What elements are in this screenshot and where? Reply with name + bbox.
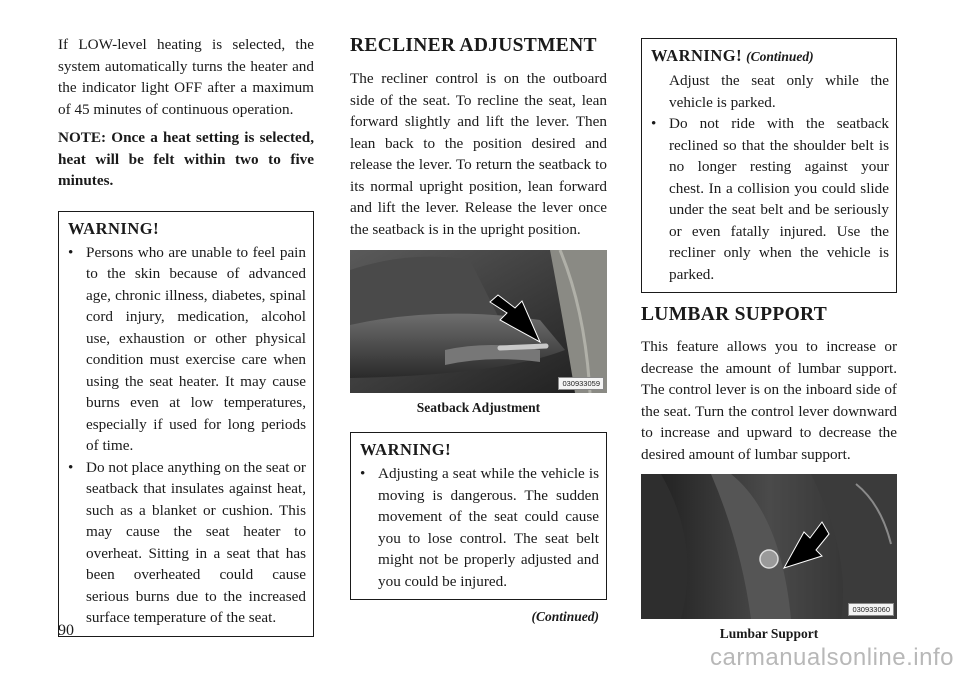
continued-label: (Continued) — [746, 49, 814, 64]
page-number: 90 — [58, 622, 74, 639]
warning-box-continued — [641, 38, 897, 293]
continued-label: (Continued) — [531, 609, 599, 624]
lumbar-caption: Lumbar Support — [719, 626, 819, 641]
warning-box-recliner — [350, 432, 607, 600]
bullet-icon: • — [360, 465, 366, 482]
recliner-heading: RECLINER ADJUSTMENT — [350, 35, 597, 56]
watermark: carmanualsonline.info — [710, 644, 954, 671]
lumbar-paragraph: This feature allows you to increase or decrease the amount of lumbar support. The control lever is on the inboard side of the seat. Turn the control lever downward to increase and upward to decrease the desired amount of lumbar support. — [641, 338, 897, 463]
warning-bullet: • Persons who are unable to feel pain to the skin because of advanced age, chronic illness, diabetes, spinal cord injury, medication, alcohol use, exhaustion or other physical condition must exercise care when using the seat heater. It may cause burns even at low temperatures, especially if used for long periods of time. — [68, 243, 306, 454]
intro-paragraph: If LOW-level heating is selected, the system automatically turns the heater and the indicator light OFF after a maximum of 45 minutes of continuous operation. — [58, 36, 314, 118]
bullet-icon: • — [68, 243, 74, 261]
lumbar-heading: LUMBAR SUPPORT — [641, 304, 828, 325]
note-paragraph: NOTE: Once a heat setting is selected, heat will be felt within two to five minutes. — [58, 129, 314, 189]
warning-bullet: • Adjusting a seat while the vehicle is moving is dangerous. The sudden movement of the seat could cause you to lose control. The seat belt might not be properly adjusted and you could be injured. — [360, 465, 599, 590]
seatback-caption: Seatback Adjustment — [416, 400, 541, 415]
warning-bullet: • Do not place anything on the seat or seatback that insulates against heat, such as a blanket or cushion. This may cause the seat heater to overheat. Sitting in a seat that has been overheated could cause serious burns due to the increased surface temperature of the seat. — [68, 458, 306, 626]
lumbar-support-photo — [641, 474, 897, 619]
warning-box-heater — [58, 211, 314, 637]
warning-title: WARNING! — [360, 440, 452, 459]
column-right — [641, 34, 897, 642]
image-code: 030933060 — [848, 603, 894, 616]
column-middle — [350, 34, 607, 625]
warning-bullet: • Do not ride with the seatback reclined so that the shoulder belt is no longer resting against your chest. In a collision you could slide under the seat belt and be seriously or even fatally injured. Use the recliner only when the vehicle is parked. — [651, 115, 889, 283]
warning-title: WARNING! — [68, 218, 160, 238]
bullet-icon: • — [68, 458, 74, 476]
warning-title: WARNING! (Continued) — [651, 46, 814, 65]
seatback-adjustment-photo — [350, 250, 607, 393]
column-left — [58, 34, 314, 637]
seat-illustration — [350, 250, 607, 393]
warning-text: Adjust the seat only while the vehicle is parked. — [669, 72, 889, 111]
lumbar-illustration — [641, 474, 897, 619]
image-code: 030933059 — [558, 377, 604, 390]
bullet-icon: • — [651, 115, 657, 132]
recliner-paragraph: The recliner control is on the outboard side of the seat. To recline the seat, lean forward slightly and lift the lever. Then lean back to the position desired and release the lever. To return the seatback to its normal upright position, lean forward and lift the lever. Release the lever once the seatback is in the upright position. — [350, 70, 607, 238]
